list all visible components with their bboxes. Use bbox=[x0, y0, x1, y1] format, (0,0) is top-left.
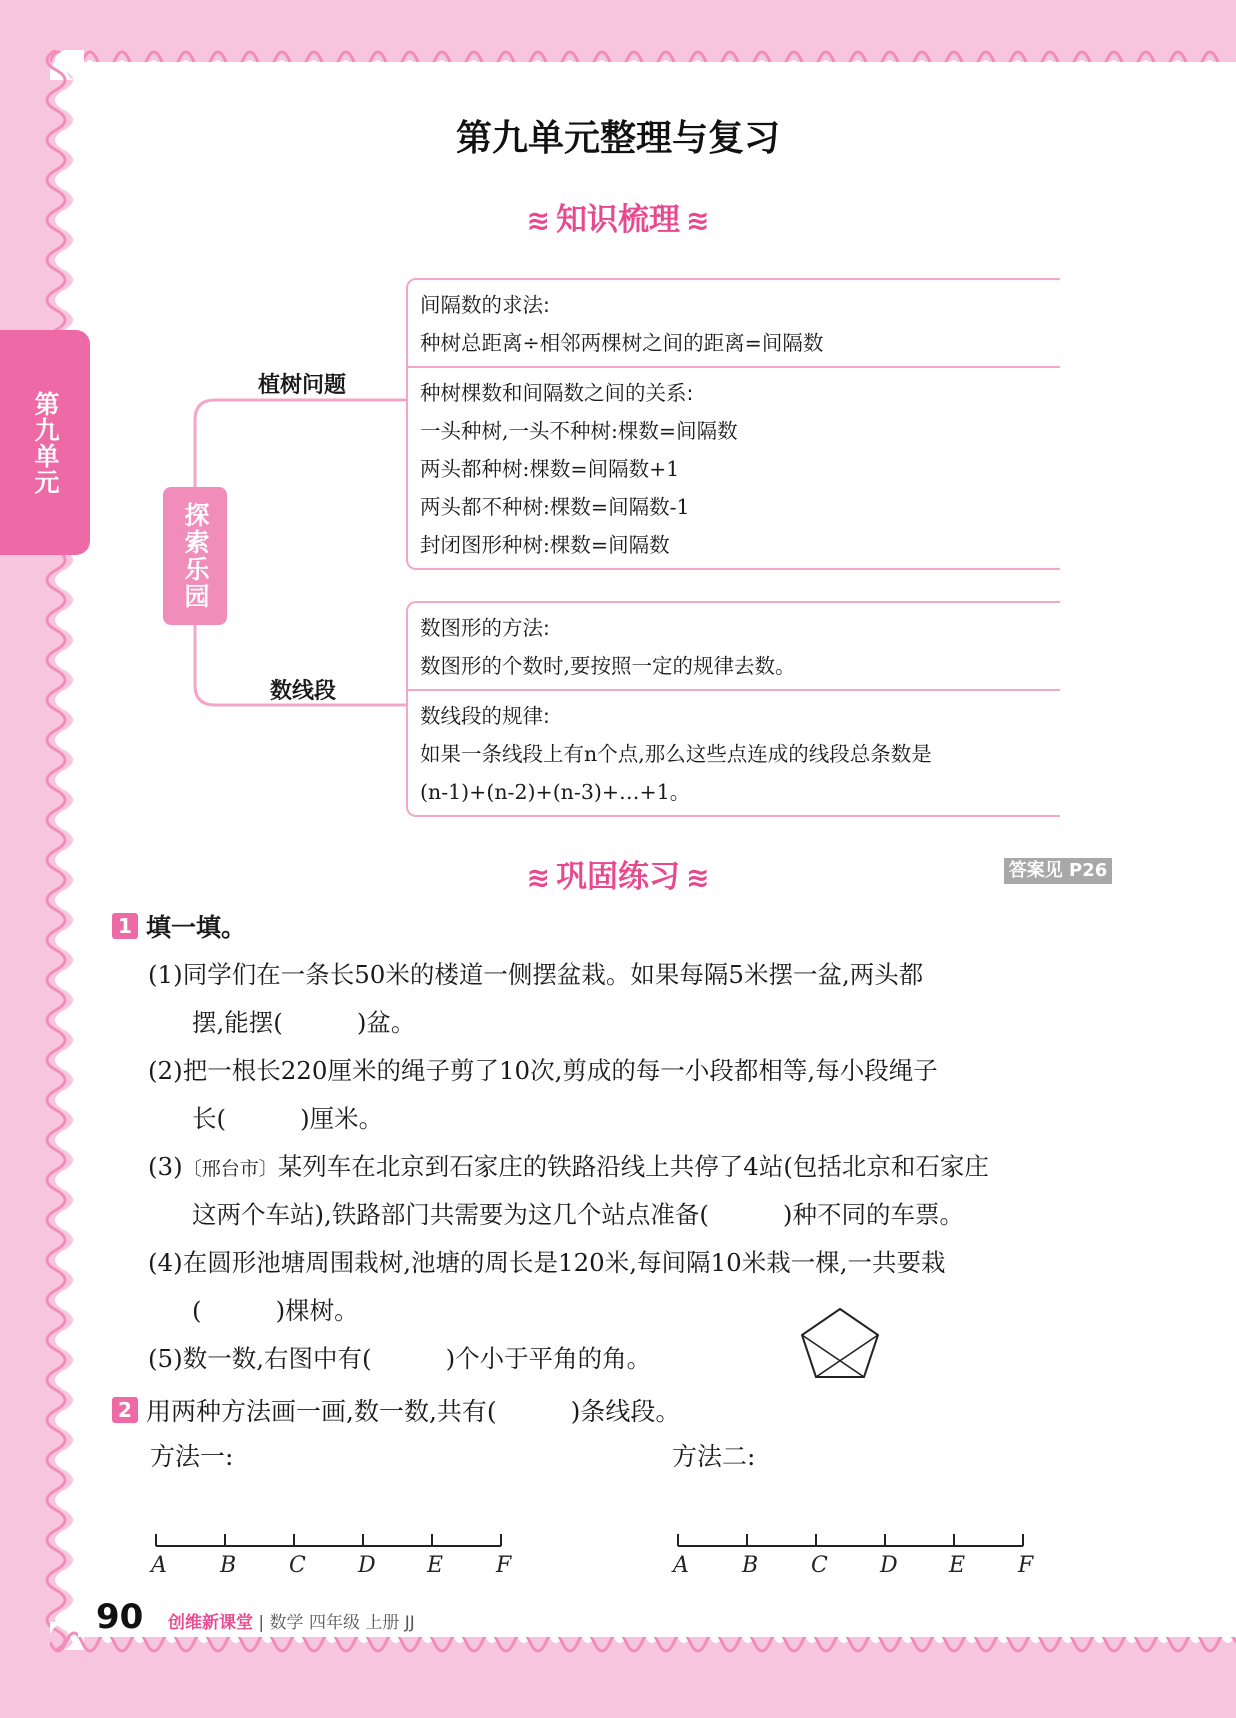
point-label: F bbox=[1018, 1553, 1034, 1578]
point-label: E bbox=[949, 1553, 966, 1578]
page-number: 90 bbox=[96, 1597, 144, 1637]
knowledge-line: 数图形的方法: bbox=[420, 616, 550, 640]
footer-text bbox=[168, 1608, 415, 1633]
section-knowledge-label: 知识梳理 bbox=[556, 202, 680, 238]
question-1-5-line bbox=[148, 1340, 651, 1375]
text-span: 这两个车站),铁路部门共需要为这几个站点准备( bbox=[192, 1200, 709, 1229]
knowledge-cell bbox=[408, 366, 1060, 568]
unit-side-tab bbox=[0, 330, 90, 555]
knowledge-line: 种树总距离÷相邻两棵树之间的距离=间隔数 bbox=[420, 331, 824, 355]
point-label: C bbox=[289, 1553, 306, 1578]
question-1-3-line-2 bbox=[192, 1196, 964, 1231]
knowledge-line: 封闭图形种树:棵数=间隔数 bbox=[420, 533, 670, 557]
knowledge-line: 数线段的规律: bbox=[420, 704, 550, 728]
text-span: )个小于平角的角。 bbox=[445, 1344, 652, 1373]
segment-diagram-2[interactable] bbox=[662, 1520, 1042, 1580]
brand-name: 创维新课堂 bbox=[168, 1613, 253, 1633]
knowledge-cell bbox=[408, 280, 1060, 366]
section-practice-label: 巩固练习 bbox=[556, 859, 680, 895]
question-number-badge: 2 bbox=[112, 1397, 138, 1423]
question-1-4-line-2 bbox=[192, 1292, 359, 1327]
wave-deco-icon: ≋ bbox=[526, 204, 550, 237]
knowledge-line: 如果一条线段上有n个点,那么这些点连成的线段总条数是 bbox=[420, 742, 932, 766]
point-label: D bbox=[358, 1553, 376, 1578]
footer-info: 数学 四年级 上册 JJ bbox=[269, 1613, 415, 1633]
knowledge-line: (n-1)+(n-2)+(n-3)+…+1。 bbox=[420, 780, 691, 804]
point-label: A bbox=[151, 1553, 167, 1578]
text-span: )厘米。 bbox=[300, 1104, 384, 1133]
knowledge-cell bbox=[408, 603, 1060, 689]
footer-divider: | bbox=[253, 1613, 270, 1633]
wave-deco-icon: ≋ bbox=[686, 204, 710, 237]
knowledge-box-tree-planting bbox=[406, 278, 1060, 570]
wave-deco-icon: ≋ bbox=[686, 861, 710, 894]
wave-deco-icon: ≋ bbox=[526, 861, 550, 894]
text-span: (3) bbox=[148, 1152, 183, 1181]
knowledge-line: 两头都不种树:棵数=间隔数-1 bbox=[420, 495, 690, 519]
text-span: )种不同的车票。 bbox=[782, 1200, 964, 1229]
answer-reference-badge: 答案见 P26 bbox=[1004, 858, 1112, 884]
question-1-2-line-2 bbox=[192, 1100, 383, 1135]
question-1-1-line-2 bbox=[192, 1004, 415, 1039]
point-label: B bbox=[742, 1553, 759, 1578]
point-label: F bbox=[496, 1553, 512, 1578]
question-1-3-line-1 bbox=[148, 1148, 989, 1183]
text-span: 摆,能摆( bbox=[192, 1008, 283, 1037]
question-1-2-line-1: (2)把一根长220厘米的绳子剪了10次,剪成的每一小段都相等,每小段绳子 bbox=[148, 1056, 938, 1085]
point-label: B bbox=[220, 1553, 237, 1578]
question-2-title bbox=[112, 1392, 680, 1428]
question-1-4-line-1: (4)在圆形池塘周围栽树,池塘的周长是120米,每间隔10米栽一棵,一共要栽 bbox=[148, 1248, 946, 1277]
branch-label-count-segments: 数线段 bbox=[270, 679, 337, 704]
section-knowledge-heading bbox=[0, 194, 1236, 239]
text-span: ( bbox=[192, 1296, 202, 1325]
point-label: C bbox=[811, 1553, 828, 1578]
segment-diagram-1[interactable] bbox=[140, 1520, 520, 1580]
text-span: )棵树。 bbox=[275, 1296, 359, 1325]
point-label: D bbox=[880, 1553, 898, 1578]
text-span: )条线段。 bbox=[570, 1397, 681, 1426]
method-two-label: 方法二: bbox=[672, 1442, 756, 1471]
knowledge-line: 一头种树,一头不种树:棵数=间隔数 bbox=[420, 419, 738, 443]
unit-side-tab-label: 第九单元 bbox=[31, 390, 60, 495]
knowledge-line: 间隔数的求法: bbox=[420, 293, 550, 317]
knowledge-line: 两头都种树:棵数=间隔数+1 bbox=[420, 457, 680, 481]
point-label: E bbox=[427, 1553, 444, 1578]
text-span: 用两种方法画一画,数一数,共有( bbox=[146, 1397, 497, 1426]
text-span: )盆。 bbox=[356, 1008, 416, 1037]
method-one-label: 方法一: bbox=[150, 1442, 234, 1471]
knowledge-cell bbox=[408, 689, 1060, 815]
question-1-1-line-1: (1)同学们在一条长50米的楼道一侧摆盆栽。如果每隔5米摆一盆,两头都 bbox=[148, 960, 924, 989]
text-span: 某列车在北京到石家庄的铁路沿线上共停了4站(包括北京和石家庄 bbox=[277, 1152, 989, 1181]
knowledge-line: 种树棵数和间隔数之间的关系: bbox=[420, 381, 694, 405]
question-number-badge: 1 bbox=[112, 913, 138, 939]
text-span: 长( bbox=[192, 1104, 227, 1133]
point-label: A bbox=[673, 1553, 689, 1578]
question-1-text: 填一填。 bbox=[146, 913, 247, 942]
branch-label-tree-planting: 植树问题 bbox=[258, 373, 347, 398]
knowledge-line: 数图形的个数时,要按照一定的规律去数。 bbox=[420, 654, 796, 678]
mindmap-root-label: 探索乐园 bbox=[181, 502, 210, 610]
pentagon-figure bbox=[798, 1305, 882, 1381]
page-title: 第九单元整理与复习 bbox=[455, 118, 780, 159]
mindmap-root bbox=[163, 487, 227, 625]
knowledge-box-count-segments bbox=[406, 601, 1060, 817]
question-1-title bbox=[112, 908, 246, 944]
text-span: (5)数一数,右图中有( bbox=[148, 1344, 372, 1373]
region-tag: 〔邢台市〕 bbox=[182, 1158, 278, 1180]
